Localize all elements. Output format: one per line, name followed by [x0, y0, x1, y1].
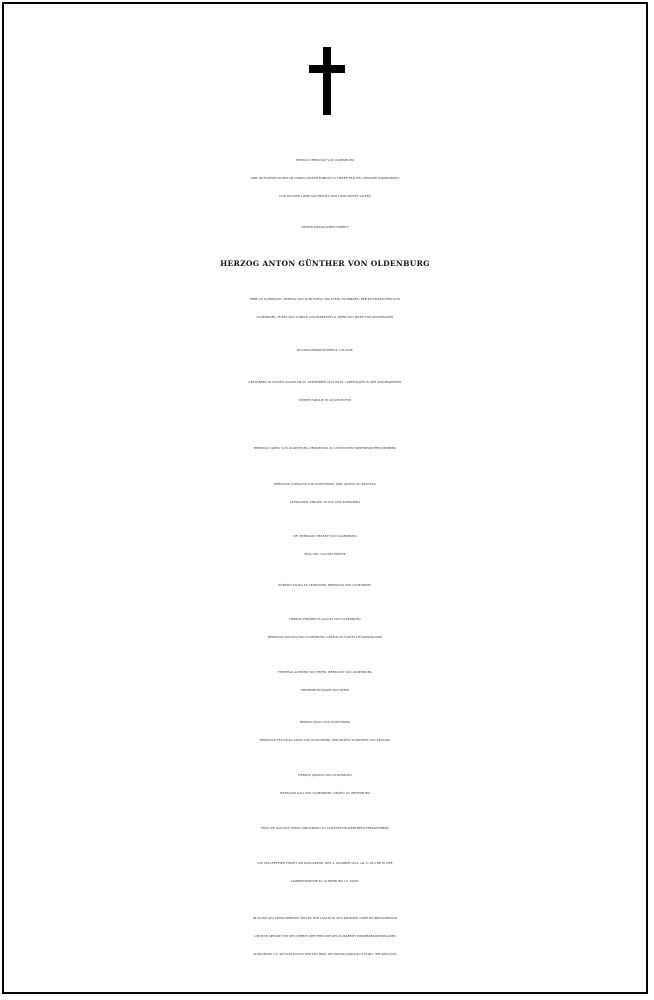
funeral-line: LAMBERTIKIRCHE ZU OLDENBURG I.O. STATT.	[290, 880, 360, 883]
intro-line: UND INNIGER LIEBE NACHRICHT VOM TODE SEINES VATERS	[279, 195, 371, 198]
mourner-line: DR. HERZOGIN HELENE VON OLDENBURG	[293, 535, 357, 538]
mourner-line: FREIHERR RÜDIGER VON ERFFA	[300, 689, 350, 692]
mourner-line: FÜRSTIN EILIKA ZU LEININGEN, HERZOGIN VON OLDENBURG	[278, 584, 372, 587]
death-notice-line: GESTORBEN IN GOTTES GNADE AM 20. SEPTEMBER 2014 IM 92. LEBENSJAHR IN DER GEBORGENHEIT	[248, 381, 402, 384]
mourner-line: HERZOG JOHANN VON OLDENBURG	[298, 774, 352, 777]
intro-line: HERZOG CHRISTIAN VON OLDENBURG	[296, 159, 354, 162]
latin-cross-icon	[309, 47, 345, 115]
titles-line: ERBE ZU NORWEGEN, HERZOG VON SCHLESWIG, HOLSTEIN, STORMARN, DER DITTMARSCHEN UND	[249, 298, 401, 301]
mourner-line: FREIFRAU ALTBURG VON ERFFA, HERZOGIN VON OLDENBURG	[278, 671, 372, 674]
mourner-line: HERZOGIN AMELI VON OLDENBURG, PRINZESSIN ZU LÖWENSTEIN-WERTHEIM-FREUDENBERG	[253, 447, 397, 450]
donation-line: UM EINE SPENDE FÜR DEN VEREIN DER FREUNDE DES ELISABETH KINDERKRANKENHAUSES	[254, 935, 396, 938]
mourner-line: ALEXANDER, PHILIPP, ANTON UND KATHARINA	[289, 501, 361, 504]
mourner-line: HERZOG HUNO VON OLDENBURG	[299, 721, 351, 724]
mourner-line: HERZOGIN FELICITAS-ANITA VON OLDENBURG, GEB.GRÄFIN SCHWERIN VON KROSIGK	[259, 739, 391, 742]
donation-line: IM SINNE DES VERSTORBENEN BITTEN WIR ANSTELLE VON KRÄNZEN ODER BLUMENSCHMUCK	[252, 917, 398, 920]
mourner-line: HERZOGIN DONATA VON OLDENBURG, GRÄFIN ZU CASTELL-RÜDENHAUSEN	[267, 636, 383, 639]
funeral-line: DIE TRAUERFEIER FINDET AM SONNABEND, DEN 4. OKTOBER 2014, um 11:00 UHR IN DER	[257, 862, 393, 865]
mourner-line: FRAU DR. CLAUDIA REICHE	[304, 553, 346, 556]
decoration: BUNDESVERDIENSTKREUZ 1.KLASSE	[297, 349, 353, 352]
honorific: SEINER KÖNIGLICHEN HOHEIT	[301, 226, 349, 229]
mourner-line: HERZOGIN CAROLINE VON OLDENBURG, GEB. GRÄFIN ZU RANTZAU	[273, 483, 377, 486]
mourner-line: HERZOG FRIEDRICH AUGUST VON OLDENBURG	[289, 618, 361, 621]
deceased-name: HERZOG ANTON GÜNTHER VON OLDENBURG	[220, 259, 430, 268]
death-notice-line: SEINER FAMILIE IN GÜLDENSTEIN	[298, 399, 352, 402]
cross-vertical-bar	[323, 47, 331, 115]
cross-horizontal-bar	[309, 65, 345, 73]
intro-line: GIBT IM EIGENEN SOWIE IM NAMEN SEINER FAMILIE IN TIEFER TRAUER, GROSSER DANKBARKEIT	[250, 177, 400, 180]
mourner-line: HERZOGIN ILKA VON OLDENBURG, GRÄFIN ZU ORTENBURG	[280, 792, 370, 795]
mourner-line: FRAU DR. PAULINE HORST, PRINZESSIN ZU LÖWENSTEIN-WERTHEIM-FREUDENBERG	[261, 827, 389, 830]
titles-line: OLDENBURG, FÜRST VON LÜBECK UND BIRKENFELD, HERR VON JEVER UND KNYPHAUSEN	[256, 316, 394, 319]
donation-line: OLDENBURG I.O. AUF DAS KONTO DER LZO IBAN: DE10280501000000412122 BIC: BRLADE21LZO	[253, 953, 397, 956]
